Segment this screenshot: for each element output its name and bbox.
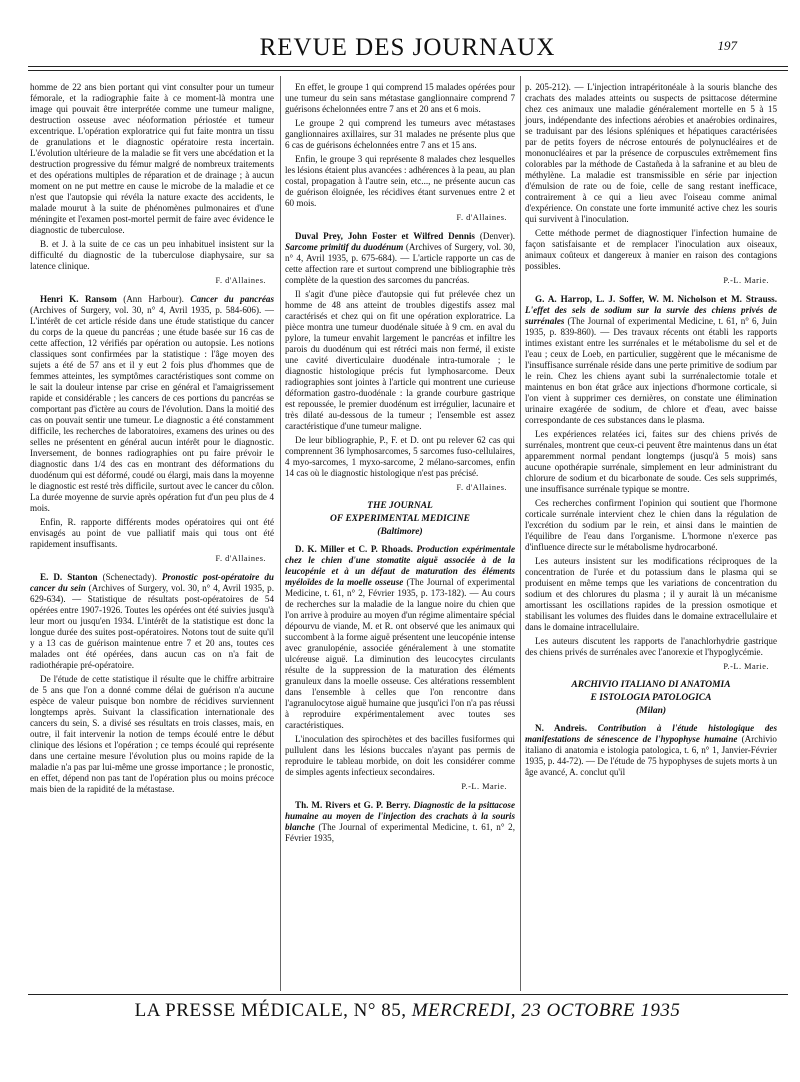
article-author: Duval Prey, John Foster et Wilfred Dennis [295, 231, 475, 241]
header-rule-inner [28, 70, 788, 71]
journal-section-title: THE JOURNAL [367, 501, 433, 511]
article-title: Production expérimentale chez le chien d'une stomatite aiguë associée à de la leucopénie et à un défaut de maturation des éléments myéloïdes de la moelle osseuse [285, 544, 515, 587]
article-author: G. A. Harrop, L. J. Soffer, W. M. Nicholson et M. Strauss. [535, 294, 777, 304]
paragraph: Ces recherches confirment l'opinion qui soutient que l'hormone corticale surrénale intervient chez le chien dans la régulation de l'excrétion du sodium par le rein, et ainsi dans le maintien de l'équilibre de l'eau dans l'organisme. L'hormone n'exerce pas d'influence directe sur le métabolisme hydrocarboné. [525, 498, 777, 552]
paragraph: Les expériences relatées ici, faites sur des chiens privés de surrénales, montrent que ceux-ci peuvent être maintenus dans un état apparemment normal pendant longtemps (jusqu'à 5 mois) sans aucune opothérapie surrénale, simplement en leur administrant du chlorure de sodium et du bicarbonate de soude. Ces sels supprimés, une insuffisance surrénale typique se montre. [525, 429, 777, 494]
journal-section-title: E ISTOLOGIA PATOLOGICA [590, 693, 712, 703]
article-ransom [30, 294, 274, 514]
article-harrop [525, 294, 777, 426]
article-body: (The Journal of experimental Medicine, t. 61, n° 6, Juin 1935, p. 839-860). — Des travaux récents ont établi les rapports intimes existant entre les surrénales et le métabolisme du sel et de l'eau ; ceux de Loeb, en particulier, suggèrent que le mécanisme de l'insuffisance surrénale réside dans une perte primitive de sodium par le rein. Chez les chiens ayant subi la surrénalectomie totale et maintenus en bon état grâce aux injections d'hormone corticale, si l'on vient à supprimer ces dernières, on constate une élimination urinaire exagérée de sodium, de chlore et d'eau, avec baisse correspondante de ces substances dans le plasma. [525, 316, 777, 425]
signature: P.-L. Marie. [461, 782, 507, 791]
paragraph: Les auteurs discutent les rapports de l'anachlorhydrie gastrique des chiens privés de surrénales avec l'anorexie et l'hypoglycémie. [525, 636, 777, 657]
article-author: Th. M. Rivers et G. P. Berry. [295, 800, 411, 810]
paragraph: Cette méthode permet de diagnostiquer l'infection humaine de façon satisfaisante et de remplacer l'inoculation aux oiseaux, animaux coûteux et dangereux à manier en raison des contagions possibles. [525, 228, 777, 271]
signature: P.-L. Marie. [723, 276, 769, 285]
article-rivers [285, 800, 515, 844]
journal-section-title: ARCHIVIO ITALIANO DI ANATOMIA [571, 680, 731, 690]
paragraph: homme de 22 ans bien portant qui vint consulter pour un tumeur fémorale, et la radiographie faite à ce moment-là montra une image qui pouvait être interprétée comme une tumeur maligne, destruction osseuse avec néoformation périostée et tumeur excentrique. L'opération exploratrice qui fut faite montra un tissu de granulations et le diagnostic opératoire resta incertain. L'évolution ultérieure de la maladie se fit vers une abcédation et la destruction progressive du fémur malgré de nombreux traitements et des opérations multiples de réparation et de drainage ; à aucun moment on ne put mettre en cause le microbe de la maladie et ce n'est que l'autopsie qui révéla la nature exacte des accidents, le malade mourut à la suite de phénomènes pulmonaires et d'une méningite et l'examen post-mortel permit de faire avec évidence le diagnostic de tuberculose. [30, 82, 274, 235]
article-title: Contribution à l'étude histologique des manifestations de sénescence de l'hypophyse humaine [525, 723, 777, 744]
footer-publication: LA PRESSE MÉDICALE, N° 85, [134, 1000, 407, 1021]
column-2 [285, 82, 515, 847]
footer-date: MERCREDI, 23 OCTOBRE 1935 [411, 1000, 681, 1021]
article-body: (Archives of Surgery, vol. 30, n° 4, Avril 1935, p. 675-684). — L'article rapporte un cas de cette affection rare et surtout comprend une bibliographie très complète de la question des sarcomes du pancréas. [285, 242, 515, 285]
article-author: Henri K. Ransom [40, 294, 117, 304]
article-body: (Archives of Surgery, vol. 30, n° 4, Avril 1935, p. 584-606). — L'intérêt de cet article réside dans une étude statistique du cancer du corps de la queue du pancréas ; une étude basée sur 16 cas de cette affection, 12 vérifiés par opération ou autopsie. Les notions classiques sont confirmées par la statistique : l'âge moyen des sujets a été de 57 ans et il y eut 2 fois plus d'hommes que de femmes atteintes, les symptômes caractéristiques sont comme on le sait la douleur intense par crise en général et l'amaigrissement rapide et considérable ; les cancers de ces portions du pancréas se comportant pas d'ictère au cours de l'évolution. Dans la moitié des cas on pouvait sentir une tumeur. Le diagnostic a été constamment difficile, les recherches de laboratoires, examens des urines ou des selles ne présentent en général aucun intérêt pour le diagnostic. Inversement, de bonnes radiographies ont pu faire prévoir le diagnostic dans 1/4 des cas en montrant des déformations du duodénum qui est déformé, coudé ou élargi, mais dans la moyenne le diagnostic est resté très difficile, surtout avec le cancer du côlon. La durée moyenne de survie après opération fut d'un peu plus de 4 mois. [30, 305, 275, 513]
signature: F. d'Allaines. [215, 276, 266, 285]
signature: F. d'Allaines. [456, 213, 507, 222]
column-divider [280, 76, 281, 991]
paragraph: Il s'agit d'une pièce d'autopsie qui fut prélevée chez un homme de 48 ans atteint de troubles digestifs assez mal caractérisés et chez qui on fit une opération exploratrice. La pièce montra une tumeur duodénale située à 9 cm. en aval du pylore, la tumeur envahit largement le pancréas et infiltre les parois du duodénum qui est rétréci mais non fermé, il existe une cavité diverticulaire duodénale intra-tumorale ; le diagnostic histologique précis fut lymphosarcome. Deux radiographies sont jointes à l'article qui montrent une curieuse déformation gastro-duodénale : la grande courbure gastrique est repoussée, le premier duodénum est irrégulier, lacunaire et très dilaté au-dessous de la tumeur ; l'ensemble est assez caractéristique d'une tumeur maligne. [285, 289, 515, 431]
article-title: Diagnostic de la psittacose humaine au moyen de l'injection des crachats à la souris blanche [285, 800, 516, 832]
article-body: (Archivio italiano di anatomia e istologia patologica, t. 6, n° 1, Janvier-Février 1935, p. 44-72). — De l'étude de 75 hypophyses de sujets morts à un âge avancé, A. conclut qu'il [525, 734, 777, 777]
article-author: D. K. Miller et C. P. Rhoads. [295, 544, 413, 554]
paragraph: Enfin, le groupe 3 qui représente 8 malades chez lesquelles les lésions étaient plus avancées : adhérences à la peau, au plan costal, propagation à l'autre sein, etc..., ne présente aucun cas de guérison éloignée, les récidives étant survenues entre 2 et 60 mois. [285, 154, 515, 208]
journal-section-title: OF EXPERIMENTAL MEDICINE [330, 514, 470, 524]
article-body: (Archives of Surgery, vol. 30, n° 4, Avril 1935, p. 629-634). — Statistique de résultats post-opératoires de 54 opérées entre 1907-1926. Toutes les opérées ont été suivies jusqu'à leur mort ou jusqu'en 1934. L'intérêt de la statistique est donc la longue durée des suites post-opératoires. Notons tout de suite qu'il y a 13 cas de guérison maintenue entre 7 et 20 ans, toutes ces malades ont été opérées, dans aucun cas on n'a fait de radiothérapie pré-opératoire. [30, 583, 274, 670]
article-author: N. Andreis. [535, 723, 587, 733]
column-3 [525, 82, 777, 781]
article-title: Sarcome primitif du duodénum [285, 242, 404, 252]
paragraph: L'inoculation des spirochètes et des bacilles fusiformes qui pullulent dans les lésions buccales n'ayant pas permis de reproduire le tableau morbide, on doit les considérer comme de simples agents infectieux secondaires. [285, 734, 515, 777]
column-divider [520, 76, 521, 991]
article-author: E. D. Stanton [40, 572, 98, 582]
signature: P.-L. Marie. [723, 662, 769, 671]
article-stanton [30, 572, 274, 671]
column-1 [30, 82, 274, 798]
article-title: L'effet des sels de sodium sur la survie des chiens privés de surrénales [525, 305, 777, 326]
article-body: (The Journal of experimental Medicine, t. 61, n° 2, Février 1935, p. 173-182). — Au cours de recherches sur la maladie de la langue noire du chien que l'on arrive à produire au moyen d'un régime alimentaire spécial dépourvu de viande, M. et R. ont observé que les animaux qui succombent à la forme aiguë présentent une leucopénie intense avec granulopénie, associée généralement à une stomatite ulcéreuse aiguë. La diminution des leucocytes circulants résulte de la suppression de la maturation des éléments granuleux dans la moelle osseuse. Ces altérations ressemblent dans l'ensemble à celles que l'on rencontre dans l'agranulocytose aiguë humaine que jusqu'ici l'on n'a pas réussi à reproduire expérimentalement avec toutes ses caractéristiques. [285, 577, 515, 730]
article-prey [285, 231, 515, 286]
journal-title: REVUE DES JOURNAUX [259, 34, 556, 61]
article-place: (Denver). [474, 231, 515, 241]
article-title: Cancer du pancréas [190, 294, 274, 304]
article-place: (Ann Harbour). [116, 294, 191, 304]
page-footer [30, 1000, 785, 1024]
article-body: (The Journal of experimental Medicine, t. 61, n° 2, Février 1935, [285, 822, 515, 843]
signature: F. d'Allaines. [456, 483, 507, 492]
paragraph: De l'étude de cette statistique il résulte que le chiffre arbitraire de 5 ans que l'on a donné comme délai de guérison n'a aucune espèce de valeur puisque bon nombre de récidives surviennent longtemps après. Suivant la classification internationale des cancers du sein, S. a divisé ses résultats en trois classes, mais, en outre, il fait intervenir la notion de temps écoulé entre le début clinique des lésions et l'opération ; ce temps écoulé qui représente dans une certaine mesure l'évolution plus ou moins rapide de la maladie n'a pas par lui-même une grosse importance ; le pronostic, en effet, dépend non pas tant de l'opération plus ou moins précoce mais bien de la rapidité de la métastase. [30, 674, 274, 794]
article-andreis [525, 723, 777, 778]
page-header [20, 30, 795, 64]
paragraph: p. 205-212). — L'injection intrapéritonéale à la souris blanche des crachats des malades atteints ou suspects de psittacose détermine chez ces animaux une maladie généralement mortelle en 5 à 15 jours, indépendante des infections aérobies et anaérobies ordinaires, se traduisant par des lésions spléniques et hépatiques caractérisées par de petits foyers de nécrose entourés de polynucléaires et de mononucléaires et par la présence de corpuscules extrêmement fins colorables par la méthode de Castañeda à la safranine et au bleu de méthylène. La maladie est transmissible en série par injection d'émulsion de rate ou de foie, celle de sang restant inefficace, contrairement à ce qui a lieu avec l'oiseau comme animal d'expérience. On constate une forte immunité active chez les souris qui survivent à l'inoculation. [525, 82, 777, 224]
paragraph: Le groupe 2 qui comprend les tumeurs avec métastases ganglionnaires axillaires, sur 31 malades ne présente plus que 6 cas de guérisons échelonnées entre 7 ans et 15 ans. [285, 118, 515, 150]
signature: F. d'Allaines. [215, 554, 266, 563]
header-rule [28, 66, 788, 67]
paragraph: De leur bibliographie, P., F. et D. ont pu relever 62 cas qui comprennent 36 lymphosarcomes, 5 sarcomes fuso-cellulaires, 4 myo-sarcomes, 1 myxo-sarcome, 2 mélano-sarcomes, enfin 14 cas où le diagnostic histologique n'est pas précisé. [285, 435, 515, 478]
article-title: Pronostic post-opératoire du cancer du sein [30, 572, 274, 593]
journal-section-place: (Milan) [635, 706, 667, 716]
paragraph: Les auteurs insistent sur les modifications réciproques de la concentration de l'urée et du potassium dans le plasma qui se produisent en même temps que les variations de concentration du sodium et des chlorures du plasma ; il y aurait là un mécanisme amortissant les oscillations rapides de la pression osmotique et stabilisant les volumes des fluides dans le domaine extracellulaire et dans le domaine intracellulaire. [525, 556, 777, 632]
paragraph: B. et J. à la suite de ce cas un peu inhabituel insistent sur la difficulté du diagnostic de la tuberculose diaphysaire, sur sa latence clinique. [30, 239, 274, 271]
paragraph: Enfin, R. rapporte différents modes opératoires qui ont été envisagés au point de vue palliatif mais qui tous ont été rapidement insuffisants. [30, 517, 274, 549]
footer-rule [28, 994, 788, 995]
page-number: 197 [717, 38, 737, 53]
journal-section-place: (Baltimore) [377, 527, 423, 537]
article-miller [285, 544, 515, 731]
paragraph: En effet, le groupe 1 qui comprend 15 malades opérées pour une tumeur du sein sans métastase ganglionnaire comprend 7 guérisons échelonnées entre 7 ans et 20 ans et 6 mois. [285, 82, 515, 114]
article-place: (Schenectady). [97, 572, 162, 582]
